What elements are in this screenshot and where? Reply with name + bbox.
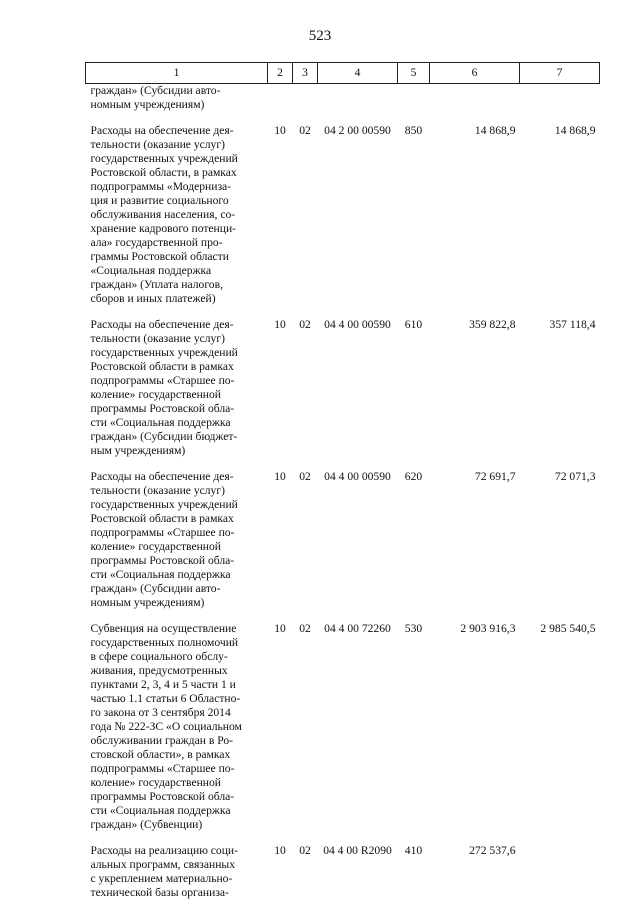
table-body [86,84,600,901]
amount-year-2: 357 118,4 [549,318,596,331]
table-row [86,622,600,832]
description-line: государственных учреждений [90,498,238,511]
target-article-code: 04 4 00 00590 [324,318,391,331]
subsection-code: 02 [299,318,311,331]
amount-year-2: 14 868,9 [554,124,596,137]
target-article-code: 04 4 00 00590 [324,470,391,483]
amount-year-2: 2 985 540,5 [540,622,596,635]
description-line: тельности (оказание услуг) [90,138,225,151]
table-header [86,63,600,84]
section-code: 10 [274,622,286,635]
expense-type-code: 530 [404,622,423,635]
description-line: граждан» (Субсидии авто- [90,84,221,97]
target-article-code: 04 4 00 72260 [324,622,391,635]
description-line: государственных полномочий [90,636,239,649]
header-col-3: 3 [293,63,318,84]
row-spacer [86,112,600,124]
section-code: 10 [274,844,286,857]
subsection-code: 02 [299,844,311,857]
header-col-1: 1 [86,63,268,84]
description-line: ция и развитие социального [90,194,229,207]
header-col-7: 7 [520,63,600,84]
amount-year-1: 14 868,9 [474,124,516,137]
expense-description [86,124,268,306]
row-spacer [86,306,600,318]
description-line: государственных учреждений [90,152,238,165]
description-line: ала» государственной про- [90,236,223,249]
description-line: программы Ростовской обла- [90,790,235,803]
expense-description [86,622,268,832]
description-line: подпрограммы «Старшее по- [90,762,235,775]
description-line: Расходы на реализацию соци- [90,844,238,857]
target-article-code: 04 2 00 00590 [324,124,391,137]
table-row [86,470,600,610]
description-line: «Социальная поддержка [90,264,212,277]
section-code: 10 [274,318,286,331]
description-line: граммы Ростовской области [90,250,229,263]
description-line: стовской области», в рамках [90,748,231,761]
description-line: технической базы организа- [90,886,229,899]
description-line: частью 1.1 статьи 6 Областно- [90,692,241,705]
subsection-code: 02 [299,124,311,137]
amount-year-1: 72 691,7 [474,470,516,483]
amount-year-1: 2 903 916,3 [460,622,516,635]
description-line: программы Ростовской обла- [90,554,235,567]
expense-type-code: 850 [404,124,423,137]
description-line: года № 222-ЗС «О социальном [90,720,242,733]
description-line: подпрограммы «Старшее по- [90,526,235,539]
row-spacer [86,458,600,470]
description-line: граждан» (Субсидии бюджет- [90,430,238,443]
row-spacer [86,832,600,844]
description-line: ным учреждениям) [90,444,186,457]
description-line: Ростовской области в рамках [90,360,234,373]
continuation-description [86,84,268,113]
description-line: тельности (оказание услуг) [90,484,225,497]
description-line: сти «Социальная поддержка [90,568,231,581]
budget-table [85,62,600,900]
description-line: государственных учреждений [90,346,238,359]
header-col-5: 5 [398,63,430,84]
section-code: 10 [274,124,286,137]
expense-type-code: 410 [404,844,423,857]
description-line: Ростовской области, в рамках [90,166,237,179]
description-line: сти «Социальная поддержка [90,416,231,429]
description-line: хранение кадрового потенци- [90,222,237,235]
description-line: Расходы на обеспечение дея- [90,470,234,483]
subsection-code: 02 [299,470,311,483]
description-line: с укреплением материально- [90,872,233,885]
description-line: обслуживании граждан в Ро- [90,734,234,747]
description-line: живания, предусмотренных [90,664,228,677]
description-line: коление» государственной [90,540,221,553]
description-line: сти «Социальная поддержка [90,804,231,817]
expense-type-code: 620 [404,470,423,483]
description-line: альных программ, связанных [90,858,235,871]
header-col-2: 2 [268,63,293,84]
expense-type-code: 610 [404,318,423,331]
section-code: 10 [274,470,286,483]
table-row [86,318,600,458]
page-number: 523 [308,28,332,44]
row-spacer [86,610,600,622]
table-row [86,124,600,306]
description-line: коление» государственной [90,776,221,789]
amount-year-2: 72 071,3 [554,470,596,483]
description-line: Ростовской области в рамках [90,512,234,525]
description-line: Расходы на обеспечение дея- [90,124,234,137]
description-line: Расходы на обеспечение дея- [90,318,234,331]
description-line: подпрограммы «Старшее по- [90,374,235,387]
amount-year-1: 359 822,8 [469,318,516,331]
header-col-6: 6 [430,63,520,84]
description-line: го закона от 3 сентября 2014 [90,706,231,719]
expense-description [86,844,268,900]
description-line: граждан» (Субсидии авто- [90,582,221,595]
description-line: номным учреждениям) [90,98,205,111]
description-line: программы Ростовской обла- [90,402,235,415]
description-line: сборов и иных платежей) [90,292,216,305]
description-line: граждан» (Субвенции) [90,818,203,831]
description-line: номным учреждениям) [90,596,205,609]
expense-description [86,470,268,610]
description-line: граждан» (Уплата налогов, [90,278,223,291]
description-line: коление» государственной [90,388,221,401]
expense-description [86,318,268,458]
table-row [86,844,600,900]
target-article-code: 04 4 00 R2090 [323,844,392,857]
description-line: тельности (оказание услуг) [90,332,225,345]
continuation-row [86,84,600,113]
description-line: в сфере социального обслу- [90,650,228,663]
subsection-code: 02 [299,622,311,635]
description-line: пунктами 2, 3, 4 и 5 части 1 и [90,678,236,691]
header-col-4: 4 [318,63,398,84]
amount-year-2 [520,844,600,900]
description-line: Субвенция на осуществление [90,622,237,635]
description-line: подпрограммы «Модерниза- [90,180,232,193]
description-line: обслуживания населения, со- [90,208,236,221]
amount-year-1: 272 537,6 [469,844,516,857]
